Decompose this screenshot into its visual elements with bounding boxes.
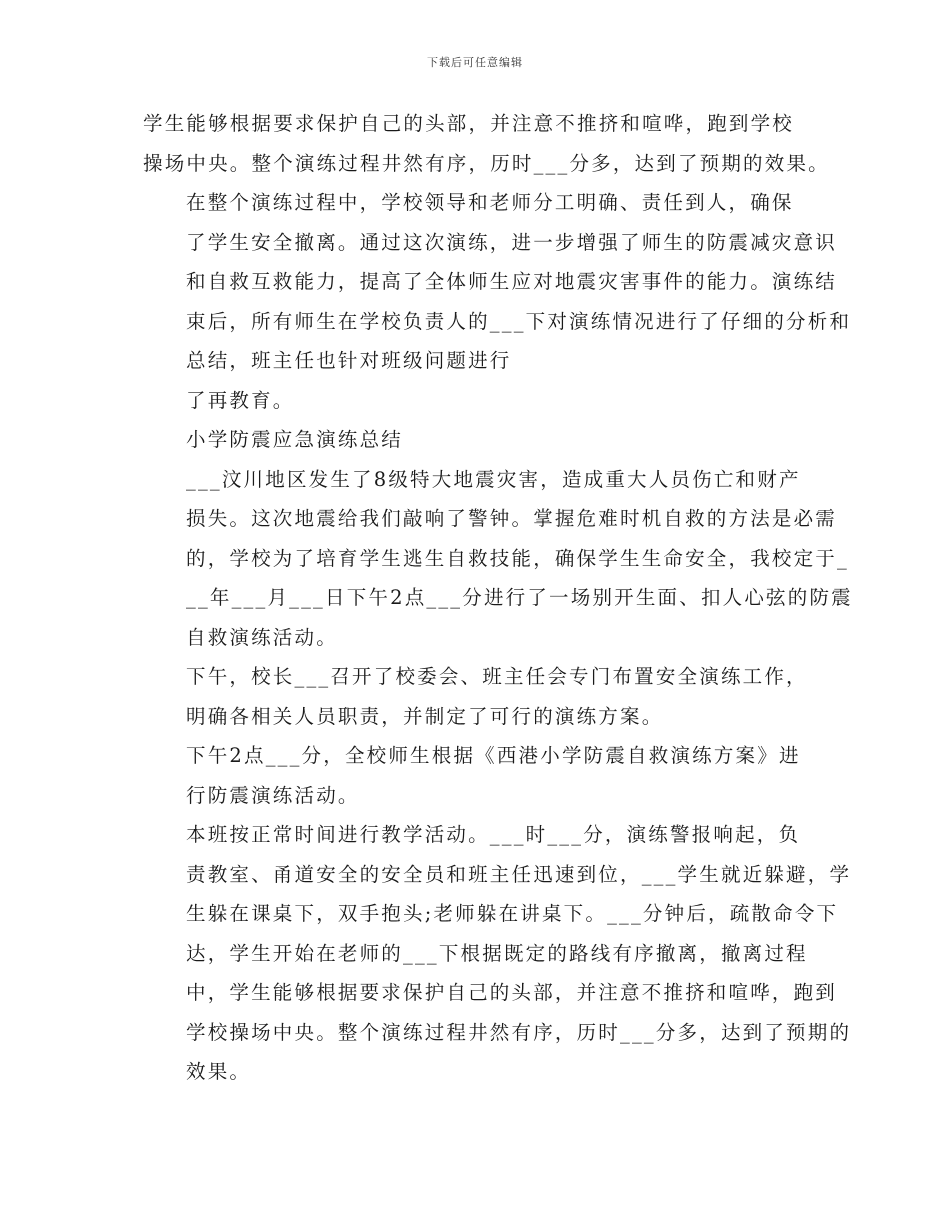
text-line: ___汶川地区发生了8级特大地震灾害，造成重大人员伤亡和财产	[186, 467, 801, 491]
paragraph	[143, 934, 852, 1092]
text-line: 生躲在课桌下，双手抱头;老师躲在讲桌下。___分钟后，疏散命令下	[186, 902, 839, 925]
paragraph	[143, 815, 852, 934]
text-line: 损失。这次地震给我们敲响了警钟。掌握危难时机自救的方法是必需	[186, 507, 838, 530]
paragraph	[143, 736, 815, 815]
paragraph	[143, 420, 815, 460]
text-line: 了学生安全撤离。通过这次演练，进一步增强了师生的防震减灾意识	[186, 230, 838, 254]
text-line: 达，学生开始在老师的___下根据既定的路线有序撤离，撤离过程	[186, 941, 808, 965]
text-line: 总结，班主任也针对班级问题进行	[186, 349, 512, 372]
text-line: 和自救互救能力，提高了全体师生应对地震灾害事件的能力。演练结	[186, 270, 838, 293]
text-line: 的，学校为了培育学生逃生自救技能，确保学生生命安全，我校定于_	[186, 546, 849, 570]
text-line: 中，学生能够根据要求保护自己的头部，并注意不推挤和喧哗，跑到	[186, 981, 838, 1004]
text-line: 效果。	[186, 1060, 252, 1083]
text-line: 学校操场中央。整个演练过程井然有序，历时___分多，达到了预期的	[186, 1020, 852, 1044]
text-line: __年___月___日下午2点___分进行了一场别开生面、扣人心弦的防震	[186, 586, 853, 609]
text-line: 在整个演练过程中，学校领导和老师分工明确、责任到人，确保	[186, 191, 794, 214]
paragraph	[143, 381, 815, 421]
paragraph	[143, 183, 852, 381]
paragraph	[143, 104, 830, 183]
paragraph	[143, 657, 815, 736]
text-line: 行防震演练活动。	[186, 783, 360, 807]
text-line: 下午，校长___召开了校委会、班主任会专门布置安全演练工作，	[186, 665, 808, 688]
document-body	[143, 104, 853, 1092]
paragraph	[143, 460, 853, 658]
text-line: 本班按正常时间进行教学活动。___时___分，演练警报响起，负	[186, 823, 801, 846]
text-line: 了再教育。	[186, 388, 295, 412]
page-header: 下载后可任意编辑	[427, 56, 523, 69]
text-line: 学生能够根据要求保护自己的头部，并注意不推挤和喧哗，跑到学校	[143, 112, 795, 135]
text-line: 自救演练活动。	[186, 625, 338, 649]
text-line: 束后，所有师生在学校负责人的___下对演练情况进行了仔细的分析和	[186, 309, 852, 333]
text-line: 小学防震应急演练总结	[186, 428, 404, 451]
text-line: 明确各相关人员职责，并制定了可行的演练方案。	[186, 704, 664, 728]
text-line: 操场中央。整个演练过程井然有序，历时___分多，达到了预期的效果。	[143, 151, 830, 175]
text-line: 责教室、甬道安全的安全员和班主任迅速到位，___学生就近躲避，学	[186, 862, 852, 886]
text-line: 下午2点___分，全校师生根据《西港小学防震自救演练方案》进	[186, 744, 801, 767]
